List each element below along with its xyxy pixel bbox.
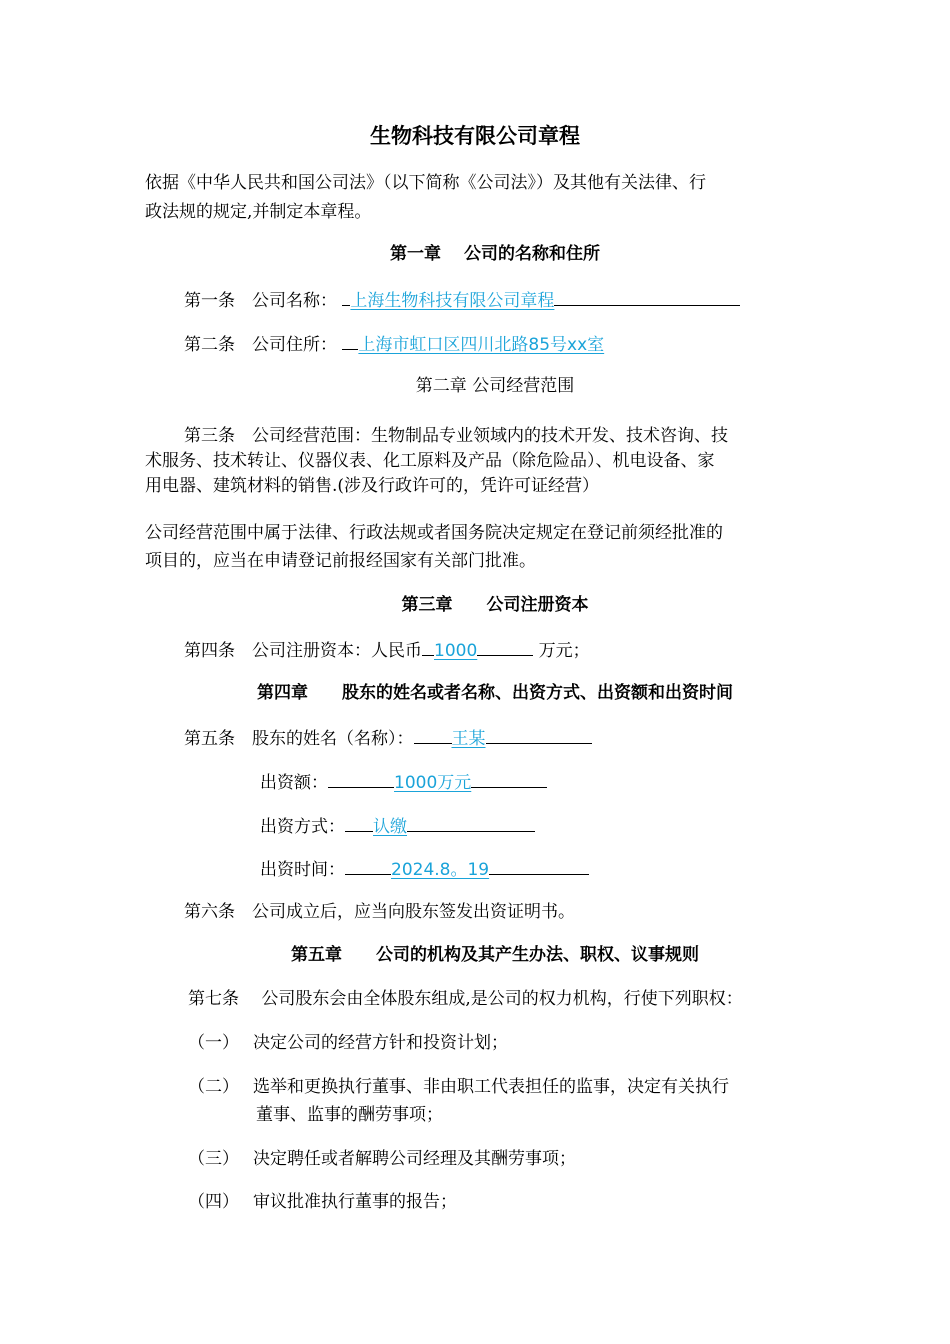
contribution-amount-label: 出资额： bbox=[260, 773, 328, 793]
blank-line bbox=[477, 637, 533, 656]
blank-line bbox=[345, 813, 373, 832]
blank-line bbox=[407, 813, 535, 832]
article-1 bbox=[184, 287, 740, 313]
list-item bbox=[188, 1147, 576, 1171]
list-item-number: （三） bbox=[188, 1149, 239, 1169]
scope-note-line-2: 项目的，应当在申请登记前报经国家有关部门批准。 bbox=[145, 551, 536, 571]
article-5-label: 第五条 股东的姓名（名称）： bbox=[184, 729, 414, 749]
article-5 bbox=[184, 725, 592, 751]
preamble-line-1: 依据《中华人民共和国公司法》（以下简称《公司法》）及其他有关法律、行 bbox=[145, 173, 706, 193]
article-3-line-1: 第三条 公司经营范围：生物制品专业领域内的技术开发、技术咨询、技 bbox=[184, 426, 728, 446]
blank-line bbox=[486, 725, 592, 744]
list-item-text: 选举和更换执行董事、非由职工代表担任的监事，决定有关执行 bbox=[253, 1077, 729, 1097]
list-item-number: （一） bbox=[188, 1033, 239, 1053]
company-address-value: 上海市虹口区四川北路85号xx室 bbox=[358, 335, 605, 355]
blank-line bbox=[471, 769, 547, 788]
contribution-time-label: 出资时间： bbox=[260, 860, 345, 880]
shareholder-name-value: 王某 bbox=[451, 729, 486, 749]
article-4-label: 第四条 公司注册资本：人民币 bbox=[184, 641, 422, 661]
article-3-line-3: 用电器、建筑材料的销售.(涉及行政许可的，凭许可证经营） bbox=[145, 476, 600, 496]
list-item bbox=[188, 1075, 729, 1099]
list-item-text: 决定聘任或者解聘公司经理及其酬劳事项； bbox=[253, 1149, 576, 1169]
contribution-amount-value: 1000万元 bbox=[394, 773, 472, 793]
preamble-line-2: 政法规的规定,并制定本章程。 bbox=[145, 202, 372, 222]
blank-line bbox=[489, 856, 589, 875]
chapter-4-heading: 第四章 股东的姓名或者名称、出资方式、出资额和出资时间 bbox=[257, 683, 733, 703]
article-2 bbox=[184, 331, 604, 357]
contribution-method-label: 出资方式： bbox=[260, 817, 345, 837]
list-item-number: （二） bbox=[188, 1077, 239, 1097]
company-name-value: 上海生物科技有限公司章程 bbox=[350, 291, 555, 311]
registered-capital-value: 1000 bbox=[434, 641, 478, 661]
contribution-time bbox=[260, 856, 589, 882]
list-item bbox=[188, 1031, 508, 1055]
chapter-1-heading: 第一章 公司的名称和住所 bbox=[390, 244, 600, 264]
scope-note-line-1: 公司经营范围中属于法律、行政法规或者国务院决定规定在登记前须经批准的 bbox=[145, 523, 723, 543]
blank-line bbox=[414, 725, 452, 744]
article-3-line-2: 术服务、技术转让、仪器仪表、化工原料及产品（除危险品）、机电设备、家 bbox=[145, 451, 715, 471]
blank-line bbox=[345, 856, 391, 875]
list-item-text: 审议批准执行董事的报告； bbox=[253, 1192, 457, 1212]
chapter-5-heading: 第五章 公司的机构及其产生办法、职权、议事规则 bbox=[291, 945, 699, 965]
article-2-label: 第二条 公司住所： bbox=[184, 335, 337, 355]
contribution-amount bbox=[260, 769, 547, 795]
list-item-number: （四） bbox=[188, 1192, 239, 1212]
blank-line bbox=[422, 637, 434, 656]
blank-line bbox=[328, 769, 394, 788]
list-item-continuation: 董事、监事的酬劳事项； bbox=[256, 1105, 443, 1125]
contribution-method bbox=[260, 813, 535, 839]
contribution-time-value: 2024.8。19 bbox=[391, 860, 490, 880]
article-4 bbox=[184, 637, 590, 663]
article-6: 第六条 公司成立后，应当向股东签发出资证明书。 bbox=[184, 902, 575, 922]
chapter-3-heading: 第三章 公司注册资本 bbox=[401, 595, 589, 615]
blank-line bbox=[342, 331, 358, 350]
list-item bbox=[188, 1190, 457, 1214]
document-title: 生物科技有限公司章程 bbox=[370, 123, 580, 148]
chapter-2-heading: 第二章 公司经营范围 bbox=[415, 376, 575, 396]
article-1-label: 第一条 公司名称： bbox=[184, 291, 337, 311]
blank-line bbox=[554, 287, 740, 306]
list-item-text: 决定公司的经营方针和投资计划； bbox=[253, 1033, 508, 1053]
contribution-method-value: 认缴 bbox=[373, 817, 407, 837]
article-7: 第七条 公司股东会由全体股东组成,是公司的权力机构，行使下列职权： bbox=[188, 989, 743, 1009]
article-4-suffix: 万元； bbox=[538, 641, 590, 661]
